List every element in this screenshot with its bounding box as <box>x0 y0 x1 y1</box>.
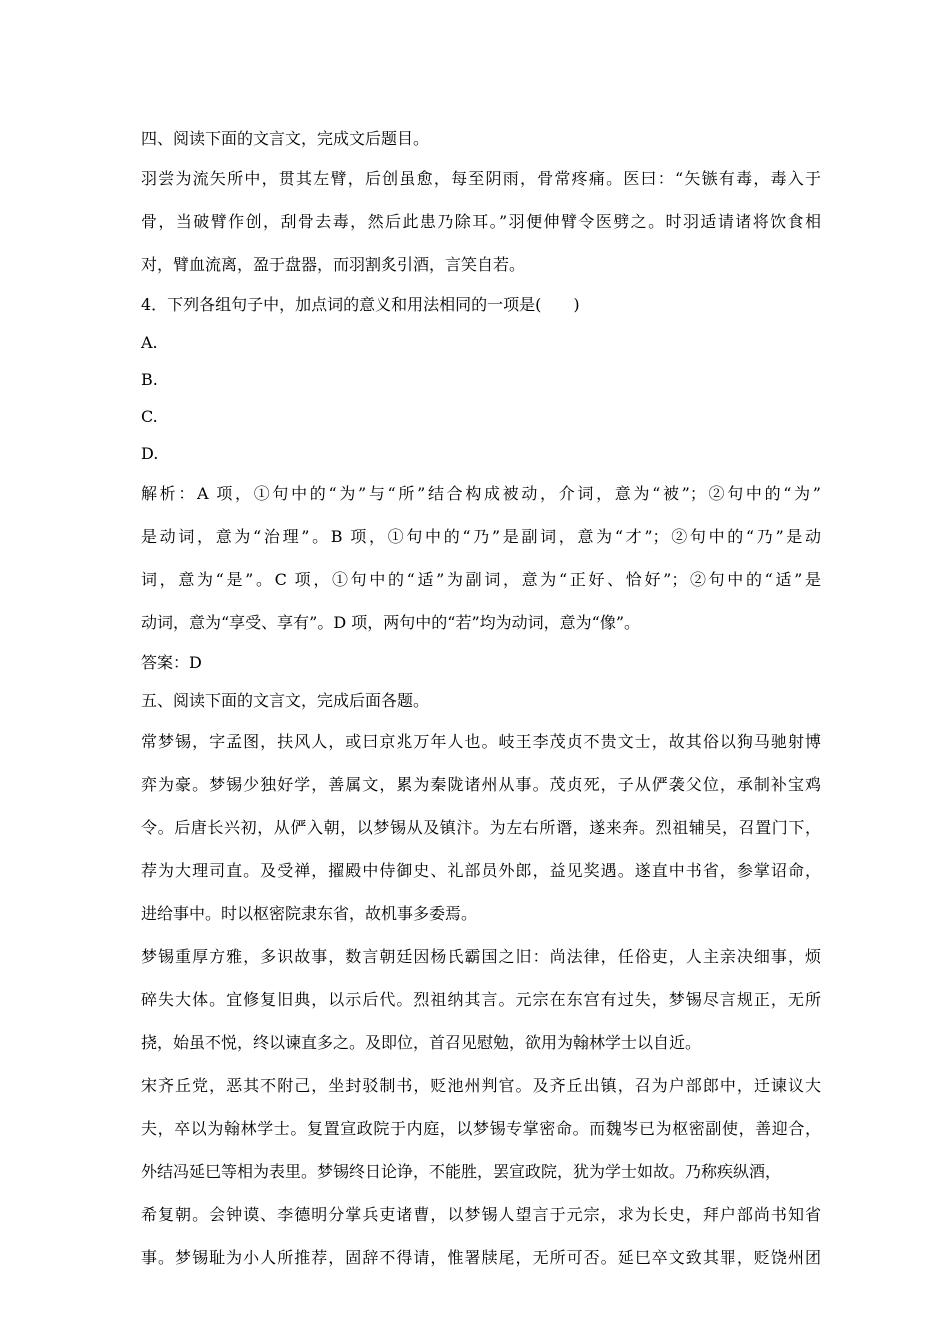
passage-line: 希复朝。会钟谟、李德明分掌兵吏诸曹，以梦锡人望言于元宗，求为长史，拜户部尚书知省 <box>141 1205 821 1224</box>
passage-line: 外结冯延巳等相为表里。梦锡终日论诤，不能胜，罢宣政院，犹为学士如故。乃称疾纵酒， <box>141 1162 782 1181</box>
passage-line: 进给事中。时以枢密院隶东省，故机事多委焉。 <box>141 904 478 923</box>
section4-passage <box>141 157 821 286</box>
option-a: A. <box>141 333 158 352</box>
passage-line: 骨，当破臂作创，刮骨去毒，然后此患乃除耳。”羽便伸臂令医劈之。时羽适请诸将饮食相 <box>141 212 821 231</box>
analysis-line: 动词，意为“享受、享有”。D 项，两句中的“若”均为动词，意为“像”。 <box>141 613 640 632</box>
option-c: C. <box>141 407 158 426</box>
section4-heading: 四、阅读下面的文言文，完成文后题目。 <box>141 129 430 148</box>
passage-line: 荐为大理司直。及受禅，擢殿中侍御史、礼部员外郎，益见奖遇。遂直中书省，参掌诏命， <box>141 861 821 880</box>
passage-line: 夫，卒以为翰林学士。复置宣政院于内庭，以梦锡专掌密命。而魏岑已为枢密副使，善迎合， <box>141 1119 821 1138</box>
passage-line: 宋齐丘党，恶其不附己，坐封驳制书，贬池州判官。及齐丘出镇，召为户部郎中，迁谏议大 <box>141 1076 821 1095</box>
analysis-line: 是动词，意为“治理”。B 项，①句中的“乃”是副词，意为“才”；②句中的“乃”是动 <box>141 527 821 546</box>
analysis <box>141 472 821 644</box>
option-d: D. <box>141 444 159 463</box>
passage-line: 碎失大体。宜修复旧典，以示后代。烈祖纳其言。元宗在东宫有过失，梦锡尽言规正，无所 <box>141 990 821 1009</box>
passage-line: 常梦锡，字孟图，扶风人，或曰京兆万年人也。岐王李茂贞不贵文士，故其俗以狗马驰射博 <box>141 732 821 751</box>
section5-paragraph-3 <box>141 1064 821 1279</box>
option-b: B. <box>141 370 158 389</box>
question-4: 4．下列各组句子中，加点词的意义和用法相同的一项是( ) <box>141 295 580 314</box>
passage-line: 梦锡重厚方雅，多识故事，数言朝廷因杨氏霸国之旧：尚法律，任俗吏，人主亲决细事，烦 <box>141 947 821 966</box>
analysis-line: 词，意为“是”。C 项，①句中的“适”为副词，意为“正好、恰好”；②句中的“适”是 <box>141 570 821 589</box>
document-body <box>141 121 821 1279</box>
passage-line: 事。梦锡耻为小人所推荐，固辞不得请，惟署牍尾，无所可否。延巳卒文致其罪，贬饶州团 <box>141 1248 821 1267</box>
passage-line: 弈为豪。梦锡少独好学，善属文，累为秦陇诸州从事。茂贞死，子从俨袭父位，承制补宝鸡 <box>141 775 821 794</box>
section5-paragraph-1 <box>141 720 821 935</box>
analysis-line: 解析：A 项，①句中的“为”与“所”结合构成被动，介词，意为“被”；②句中的“为” <box>141 484 821 503</box>
passage-line: 对，臂血流离，盈于盘器，而羽割炙引酒，言笑自若。 <box>141 255 526 274</box>
passage-line: 羽尝为流矢所中，贯其左臂，后创虽愈，每至阴雨，骨常疼痛。医曰：“矢镞有毒，毒入于 <box>141 169 821 188</box>
question-options <box>141 324 821 472</box>
passage-line: 令。后唐长兴初，从俨入朝，以梦锡从及镇汴。为左右所谮，遂来奔。烈祖辅吴，召置门下， <box>141 818 821 837</box>
section5-heading: 五、阅读下面的文言文，完成后面各题。 <box>141 691 430 710</box>
answer: 答案：D <box>141 653 202 672</box>
passage-line: 挠，始虽不悦，终以谏直多之。及即位，首召见慰勉，欲用为翰林学士以自近。 <box>141 1033 702 1052</box>
section5-paragraph-2 <box>141 935 821 1064</box>
